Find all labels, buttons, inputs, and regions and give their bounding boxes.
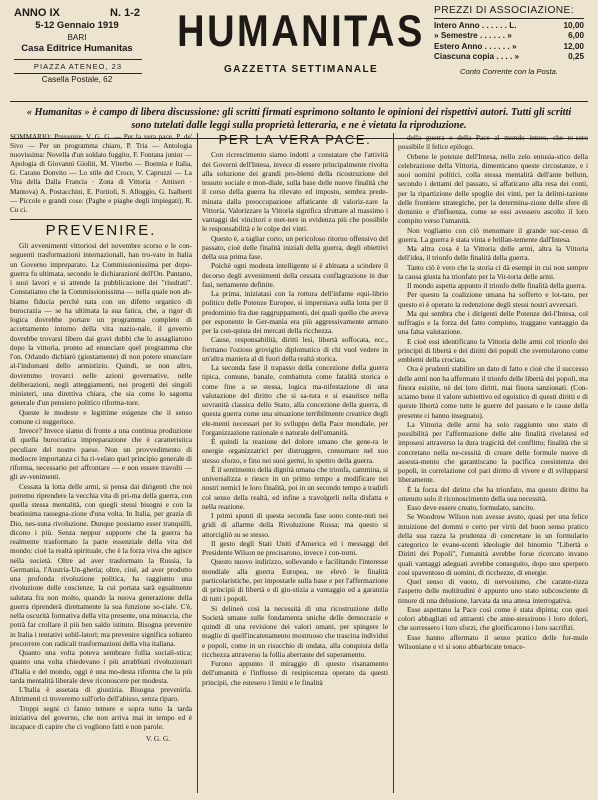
issue-date: 5-12 Gennaio 1919 xyxy=(35,20,119,31)
paragraph: Per questo la coalizione umana ha sofferto e lot-tato, per questo ei è operato la redenzione degli stessi nostri avversari. xyxy=(398,290,588,309)
postal-box: Casella Postale, 62 xyxy=(41,75,113,84)
paragraph: La prima, iniziatasi con la rottura dell'infame equi-librio politico delle Potenze Europee, si imperniava sulla lotta per il predominio fra due raggruppamenti, dei quali quello che aveva per esponente le Ger-mania era più aggressivamente armato per la con-quista dei mercati della ricchezza. xyxy=(202,289,388,335)
masthead xyxy=(10,6,588,102)
paragraph: Il gesto degli Stati Uniti d'America ed i messaggi del Presidente Wilson ne precisarono, invece i con-torni. xyxy=(202,538,388,557)
column-left xyxy=(10,133,192,800)
issue-number-row xyxy=(14,6,164,20)
paragraph: La Vittoria delle armi ha solo raggiunto uno stato di possibilità per l'affermazione delle alte finalità rivelatesi ed imposesi attraverso la dura tragicità del conflitto; finalità che si concretano nella ne-cessità di creare delle formule nuove di assesta-mento che garantiscano la pacifica coesistenza dei popoli, in correlazione col pari diritto di vivere e di svilupparsi liberamente. xyxy=(398,419,588,485)
paragraph: Cause, responsabilità, diritti lesi, libertà soffocata, ecc., formano l'ozioso groviglio diplomatico di chi vuol vedere in un'altra maniera al di fuori della realtà storica. xyxy=(202,335,388,363)
price-value: 12,00 xyxy=(563,41,584,51)
price-label: » Semestre . . . . . . » xyxy=(434,31,512,41)
paragraph: È il sentimento della dignità umana che trionfa, camminа, si universalizza e riesce in un primo tempo a modificare nei nostri nemici le loro finalità, poi in un secondo tempo a tradirli col senso della realtà, ed infine a travolgerli nella disfatta e nella reazione. xyxy=(202,464,388,511)
paragraph: La seconda fase il trapasso della concezione della guerra tipica, comune, banale, combattuta come fatalità storica e come fine a se stessa, logica ma-nifestazione di una valutazione del diritto che si sa-tura e si esaurisce nella sovranità classica dello Stato, alla concezione della guerra, di questa guerra come una situazione terribilmente creatrice degli ele-menti necessari per lo sviluppo della Pace mondiale, per l'organizzazione razionale e naturale dell'umanità. xyxy=(202,363,388,437)
paragraph: Il mondo aspetta appunto il trionfo delle finalità della guerra. xyxy=(407,281,587,290)
price-value: 0,25 xyxy=(568,52,584,62)
newspaper-title: HUMANITAS xyxy=(177,7,425,57)
paragraph: È la forza del diritto che ha trionfato, ma questo diritto ha ottenuto solo il riconoscimento della sua necessità. xyxy=(398,484,588,503)
paragraph: Se Woodrow Wilson non avesse avuto, quasi per una felice intuizione del dommi e certo per virtù del buon senso pratico della sua razza la prudenza di concretare in un formulario categorico le evane-scenti ideologie del binomio "Libertà e Diritti dei Popoli", l'umanità avrebbe forse ricercato invano quali vantaggi adeguati avrebbe conseguito, dopo uno sperpero così spaventoso di uomini, di ricchezze, di energie. xyxy=(398,512,588,577)
price-label: Intero Anno . . . . . . L. xyxy=(434,20,517,30)
issue-info xyxy=(14,6,164,85)
paragraph: Troppi segni ci fanno temere e sopra tutto la tarda iniziativa del governo, che non arriva mai in tempo ed è incapace di capire che ci vogliono fatti e non parole. xyxy=(10,703,192,732)
paragraph: Poichè ogni modesta intelligente si è abituata a scindere il decorso degli avvenimenti della cessata conflagrazione in due fasi, nettamente definite. xyxy=(202,261,388,289)
table-of-contents: SOMMARIO: Prevenire, V. G. G. — Per la vera pace, P. de' Sivo — Per un programma chiaro, P. Tria — Antologia nuovissima: Novella d'un soldato fuggito, F. Fontana junior — Apologia di Giovanni Gioliti, M. Viterbo — Boemia e Italia, G. Carano Donvito — Lo stile del Croce, V. Capruzzi — La Vita della Dalla Francia · Zona di Vittoria · Antiseri · Mantova) A. Postacchini, E. Portioli, S. Alloggio, G. Isalberti — Piccole e grandi cose: (Paghe e piaghe degli impiegati), R. Cu ci. xyxy=(10,133,192,220)
article-heading-pace: PER LA VERA PACE. xyxy=(218,133,372,147)
paragraph: Orbene le potenze dell'Intesa, nello zelo entusia-stico della celebrazione della Vittoria, dimenticano queste circostanze, e i suoi uomini politici, colla stessa mentalità dell'ante bellum, secondo i dettami del passato, si affaticano alla resa dei conti, per la ripartizione delle spoglie dei vinti, per la delimi-tazione delle frontiere strategiche, per la determina-zione delle sfere di dominio e d'influenza, come se essi avessero ascolto il loro compito verso l'umanità. xyxy=(398,151,588,226)
paragraph: Queste le modeste e legittime esigenze che il senso comune ci suggerisce. xyxy=(10,407,192,426)
issue-city: BARI xyxy=(67,33,87,42)
article-body-prevenire xyxy=(10,241,192,731)
paragraph: Quanto una volta poteva sembrare follia sociali-stica; quanto una volta chiedevano i più arrabbiati rivoluzionari d'Italia e del mondo, oggi è una mo-desta riforma che la più tarda mentalità liberale deve riconoscere per modesta. xyxy=(10,648,192,685)
postal-account-note: Conto Corrente con la Posta. xyxy=(460,66,558,76)
paragraph: Invece? Invece siamo di fronte a una continua produzione di quella burocratica impreparazione che è caratteristica peculiare del nostro paese. Non un provvedimento di mediocre importanza ci ha ri-velato quel principio generale di riforma, necessario per affrontare — e non essere travolti — gli av-venimenti. xyxy=(10,426,192,482)
article-body-pace xyxy=(202,150,388,687)
paragraph: Non vogliamo con ciò menomare il grande suc-cesso di guerra. La guerra è stata vinta e brillan-temente dall'Intesa. xyxy=(398,225,588,244)
paragraph: Cessata la lotta delle armi, si pensa dai dirigenti che noi potremo riprendere la vecchia vita di pri-ma della guerra, con quella stessa mentalità, con quegli stessi bisogni e con la beatissima rassegna-zione d'una volta. In Italia, per grazia di Dio, nes-suna rivoluzione. Dunque possiamo esser tranquilli, dicono i più. Senza neppur supporre che la guerra ha realmente trasformato la parte essenziale della vita del mondo: cioè la realtà spirituale, che è la forza viva che agisce nella società. Oltre ad aver trasformato la Russia, la Germania, l'Austria-Un-gheria; oltre, cioè, ad aver prodotto una profonda rivoluzione politica, ha raggiunto una rivoluzione delle coscienze, la cui portata sarà egualmente salutata fra non molto, quando la nuova generazione della guerra riprenderà direttamente la sua funzione so-ciale. C'è, nella oscurità formativa della vita presente, una minaccia, che potrà far crollare il più ben saldo istituto. Bisogna prevenire in Italia i tentativi sobil-latori; ma prevenire significa soltanto precorrere con radicali trasformazioni della vita italiana. xyxy=(10,481,192,648)
paragraph: Questo è, a tagliar corto, un pericoloso ritorno offensivo del passato, cioè delle finalità iniziali della guerra, degli obiettivi della sua prima fase. xyxy=(202,233,388,261)
paragraph: E cioè essi identificano la Vittoria delle armi col trionfo dei principii di libertà e dei diritti dei popoli che sventolarono come emblemi della crociata. xyxy=(398,336,588,364)
paragraph: Esso deve essere creato, formulato, sancito. xyxy=(407,503,536,512)
editorial-notice: « Humanitas » è campo di libera discussione: gli scritti firmati esprimono soltanto le opinioni dei rispettivi autori. Tutti gli scritti sono tutelati dalle leggi sulla proprietà letteraria, e ne è vietata la riproduzione. xyxy=(10,102,588,139)
paragraph: È quindi la reazione del dolore umano che gene-ra le energie organizzatrici per distruggere, consumare nel suo stesso sforzo, e fino nei suoi germi, lo spettro della guerra. xyxy=(202,437,388,465)
paragraph: Con ricrescimento siamo indotti a constatare che l'attività dei Governi dell'Intesa, invece di essere principalmente rivolta alla soluzione dei grandi pro-blemi della ricostruzione del tessuto sociale e mon-diale, sulla base delle nuove finalità che il corso della guerra ha rilevato ed imposto, sembra prede-minata dalla preoccupazione affaticante di valoriz-zare la Vittoria. Valorizzare la Vittoria significa sfruttare al massimo i vantaggi dei vincitori e met-tere in evidenza più che possibile le responsabilità e le colpe dei vinti. xyxy=(202,150,388,234)
price-row xyxy=(434,31,584,42)
article-columns xyxy=(10,133,588,800)
column-divider xyxy=(393,133,394,793)
paragraph: Furono appunto il miraggio di questo risanamento dell'umanità e l'influsso di resipiscenza operato da questi principii, che estesero i limiti e le finalità xyxy=(202,659,388,687)
paragraph: Tanto ciò è vero che la storia ci dà esempi in cui non sempre la causa giusta ha trionfato per la Vit-toria delle armi. xyxy=(398,262,588,281)
title-block xyxy=(168,6,434,75)
paragraph: Esse aspettano la Pace così come è stata dipinta; con quei colori abbagliati ed attraenti che anne-stessirono i loro dolori, che sorressero i loro sforzi, che glorificarono i loro sacrifizi. xyxy=(398,604,588,633)
prices-heading: PREZZI DI ASSOCIAZIONE: xyxy=(434,6,584,19)
article-heading-prevenire: PREVENIRE. xyxy=(45,221,157,239)
issue-number: N. 1-2 xyxy=(110,7,140,19)
paragraph: Quel senso di vuoto, di nervosismo, che caratte-rizza l'aspetto delle moltitudini è appunto uno stato subcosciente di timore di una delusione, larvata da una attesa interrogativa. xyxy=(398,577,588,605)
paragraph: Questo nuovo indirizzo, sollevando e facilitando l'interesse mondiale alla guerra Europea, ne elevò le finalità particolaristiche, per impostarle sulla base e per l'affermazione di principii di libertà e di giu-stizia a vantaggio ed a garanzia di tutti i popoli. xyxy=(202,557,388,604)
column-right xyxy=(398,133,588,800)
column-divider xyxy=(197,133,198,793)
newspaper-subtitle: GAZZETTA SETTIMANALE xyxy=(223,64,379,75)
paragraph: della guerra e della Pace al mondo intero, che re-sero possibile il felice epilogo. xyxy=(398,133,588,152)
price-label: Ciascuna copia . . . . » xyxy=(434,52,520,62)
paragraph: Ora è prudenti stabilire un dato di fatto e cioè che il successo delle armi non ha affermato il trionfo delle libertà dei popoli, ma finora esistite, nè dei loro diritti, mai finora sanzionati. (Con-sciamo bene il valore subiettivo ed egoistico di questi diritti e di queste libertà come tutte le guerre del passato e le cause della presente ci hanno insegnato). xyxy=(398,364,588,420)
article-body-continued xyxy=(398,133,588,651)
price-row xyxy=(434,52,584,63)
price-value: 6,00 xyxy=(568,31,584,41)
publisher-address: PIAZZA ATENEO, 23 xyxy=(14,59,142,74)
price-value: 10,00 xyxy=(563,20,584,30)
price-row xyxy=(434,42,584,53)
issue-year: ANNO IX xyxy=(14,7,60,19)
price-row xyxy=(434,21,584,32)
subscription-prices xyxy=(434,6,584,78)
paragraph: Si delineò così la necessità di una ricostruzione delle Società umane sulle fondamenta uniche delle democrazie e quindi di una revisione dei valori umani, per spingere le maglie di quell'incatenamento mostruoso che trascina individui e popoli, come in un risucchio di ondata, alla conquista della ricchezza attraverso la follia aberrante del superamento. xyxy=(202,603,388,659)
column-middle xyxy=(202,133,388,800)
paragraph: I primi spunti di questa seconda fase sono conte-nuti nei gridi di allarme della Rivoluzione Russa; ma questo si attorcigliò su se stesso. xyxy=(202,511,388,539)
paragraph: Gli avvenimenti vittoriosi del novembre scorso e le con-seguenti trasformazioni internazionali, han tro-vato in Italia un Governo impreparato. La Commissionissima per dopo-guerra fu ultimata, secondo le dichiarazioni dell'On. Pantano, i suoi lavori e si attende la pubblicazione dei "risultati". Constatiamo che la Commissionissima — nella quale non ab-biamo fiducia perchè nata con un difetto organico di burocrazia — se ha ultimata la sua fatica, che, a rigor di logica dovrebbe portare un programma completo di accettamento intorno della vita nazio-nale, il governo dovrebbe trovarsi libero dai gravi dubbi che lo assagliarono dopo la vittoria, pronto ad enunciare quel programma che l'on. Orlando dichiarò (giustamente) di non potere enunciare al-l'indomani dello armistizio. Quindi, se non altro, dovremmo trovarci nelle azioni governative, nelle deliberazioni, negli atteggiamenti, nei progetti dei singoli ministeri, una direttiva chiara, che sia come lo sagoma generale d'un pensiero politico riforma-tore. xyxy=(10,241,192,408)
paragraph: Ma altra cosa è la Vittoria delle armi, altra la Vittoria dell'idea, il trionfo delle finalità della guerra. xyxy=(398,244,588,263)
paragraph: Esse hanno affermato il senso pratico delle for-mule Wilsoniane e vi si sono abbarbicate tenace- xyxy=(398,632,588,651)
article-signature: V. G. G. xyxy=(145,734,170,744)
price-label: Estero Anno . . . . . . » xyxy=(434,41,517,51)
publisher-name: Casa Editrice Humanitas xyxy=(21,43,133,54)
paragraph: Ma qui sembra che i dirigenti delle Potenze del-l'Intesa, col suffragio e la forza del fatto compiuto, traggano vantaggio da una falsa valutazione. xyxy=(398,308,588,337)
paragraph: L'Italia è assetata di giustizia. Bisogna prevenirla. Altrimenti ci troveremo sull'orlo dell'abisso, senza riparo. xyxy=(10,685,192,704)
